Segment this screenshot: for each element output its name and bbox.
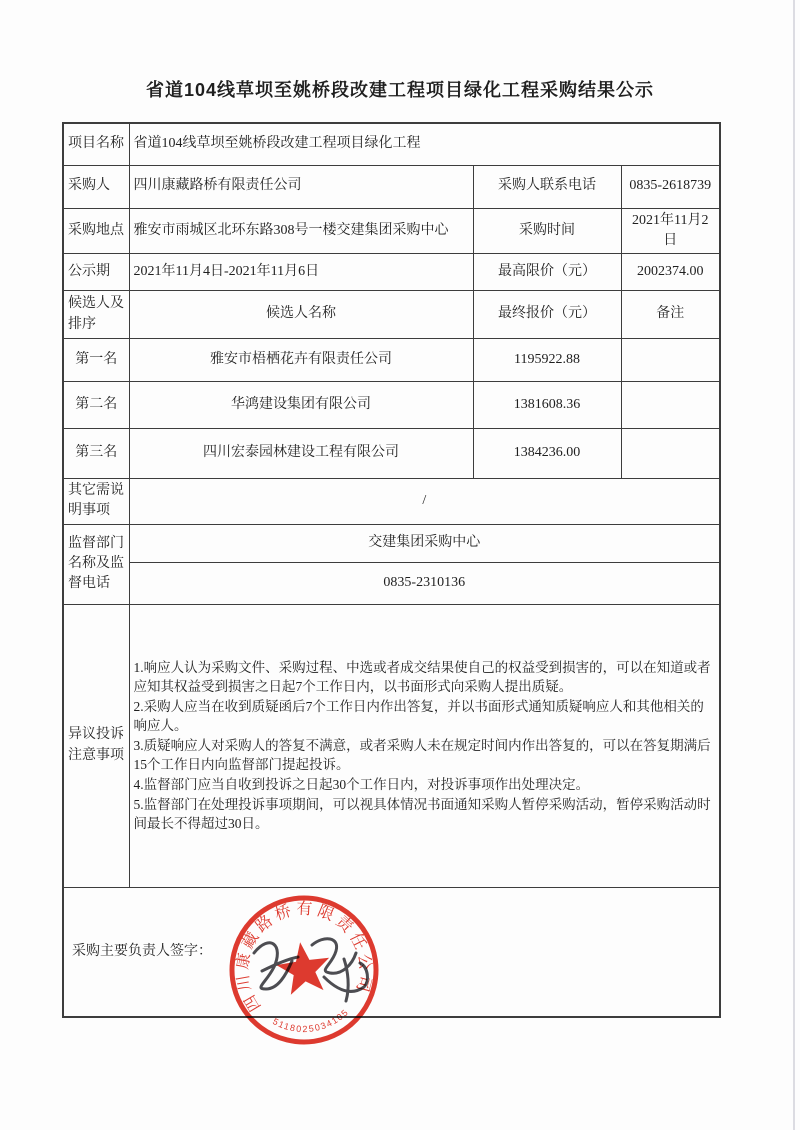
- purchase-time-value: 2021年11月2日: [621, 208, 720, 254]
- page-title: 省道104线草坝至姚桥段改建工程项目绿化工程采购结果公示: [145, 80, 655, 100]
- purchaser-phone-label: 采购人联系电话: [473, 165, 621, 208]
- max-price-value: 2002374.00: [621, 254, 720, 291]
- procurement-result-table: [62, 122, 721, 1018]
- candidate-row-2: [63, 382, 720, 429]
- objection-item: 2.采购人应当在收到质疑函后7个工作日内作出答复，并以书面形式通知质疑响应人和其他相关的响应人。: [133, 698, 704, 734]
- purchase-time-label: 采购时间: [473, 208, 621, 254]
- project-name-value: 省道104线草坝至姚桥段改建工程项目绿化工程: [129, 123, 720, 165]
- final-price-column-label: 最终报价（元）: [473, 291, 621, 339]
- candidate-name: 四川宏泰园林建设工程有限公司: [129, 429, 473, 479]
- table-row: [63, 165, 720, 208]
- other-notes-row: [63, 479, 720, 525]
- publicity-period-value: 2021年11月4日-2021年11月6日: [129, 254, 473, 291]
- other-notes-value: /: [129, 479, 720, 525]
- supervision-label: 监督部门名称及监督电话: [63, 524, 129, 604]
- supervision-dept-value: 交建集团采购中心: [129, 524, 720, 562]
- objection-item: 4.监督部门应当自收到投诉之日起30个工作日内，对投诉事项作出处理决定。: [133, 777, 590, 793]
- candidate-price: 1195922.88: [473, 339, 621, 382]
- table-row: [63, 254, 720, 291]
- supervision-dept-row: [63, 524, 720, 562]
- objection-item: 3.质疑响应人对采购人的答复不满意，或者采购人未在规定时间内作出答复的，可以在答复期满后15个工作日内向监督部门提起投诉。: [133, 737, 711, 773]
- candidate-name: 雅安市梧栖花卉有限责任公司: [129, 339, 473, 382]
- candidate-remark: [621, 382, 720, 429]
- scan-edge-artifact: [793, 0, 795, 1130]
- objection-item: 1.响应人认为采购文件、采购过程、中选或者成交结果使自己的权益受到损害的，可以在知道或者应知其权益受到损害之日起7个工作日内，以书面形式向采购人提出质疑。: [133, 659, 711, 695]
- candidate-rank: 第一名: [63, 339, 129, 382]
- candidate-price: 1384236.00: [473, 429, 621, 479]
- project-name-label: 项目名称: [63, 123, 129, 165]
- table-row: [63, 123, 720, 165]
- handwritten-signature: [240, 915, 390, 1025]
- publicity-period-label: 公示期: [63, 254, 129, 291]
- seal-serial-number: 5118025034105: [271, 1006, 351, 1035]
- purchaser-value: 四川康藏路桥有限责任公司: [129, 165, 473, 208]
- candidate-row-3: [63, 429, 720, 479]
- objection-item: 5.监督部门在处理投诉事项期间，可以视具体情况书面通知采购人暂停采购活动，暂停采购活动时间最长不得超过30日。: [133, 796, 711, 832]
- candidate-price: 1381608.36: [473, 382, 621, 429]
- rank-column-label: 候选人及排序: [63, 291, 129, 339]
- signature-strokes: [240, 915, 390, 1025]
- purchaser-phone-value: 0835-2618739: [621, 165, 720, 208]
- supervision-phone-row: [63, 562, 720, 604]
- signature-cell: [63, 887, 720, 1017]
- candidate-rank: 第三名: [63, 429, 129, 479]
- candidate-row-1: [63, 339, 720, 382]
- location-label: 采购地点: [63, 208, 129, 254]
- candidates-header-row: [63, 291, 720, 339]
- candidate-remark: [621, 429, 720, 479]
- candidate-rank: 第二名: [63, 382, 129, 429]
- signature-label: 采购主要负责人签字：: [72, 943, 212, 959]
- table-row: [63, 208, 720, 254]
- remark-column-label: 备注: [621, 291, 720, 339]
- seal-company-text: 四川康藏路桥有限责任公司: [234, 900, 374, 1014]
- supervision-phone-value: 0835-2310136: [129, 562, 720, 604]
- candidate-name-column-label: 候选人名称: [129, 291, 473, 339]
- candidate-remark: [621, 339, 720, 382]
- signature-row: [63, 887, 720, 1017]
- objection-notice-row: [63, 604, 720, 887]
- objection-text: [129, 604, 720, 887]
- candidate-name: 华鸿建设集团有限公司: [129, 382, 473, 429]
- location-value: 雅安市雨城区北环东路308号一楼交建集团采购中心: [129, 208, 473, 254]
- objection-label: 异议投诉注意事项: [63, 604, 129, 887]
- purchaser-label: 采购人: [63, 165, 129, 208]
- max-price-label: 最高限价（元）: [473, 254, 621, 291]
- other-notes-label: 其它需说明事项: [63, 479, 129, 525]
